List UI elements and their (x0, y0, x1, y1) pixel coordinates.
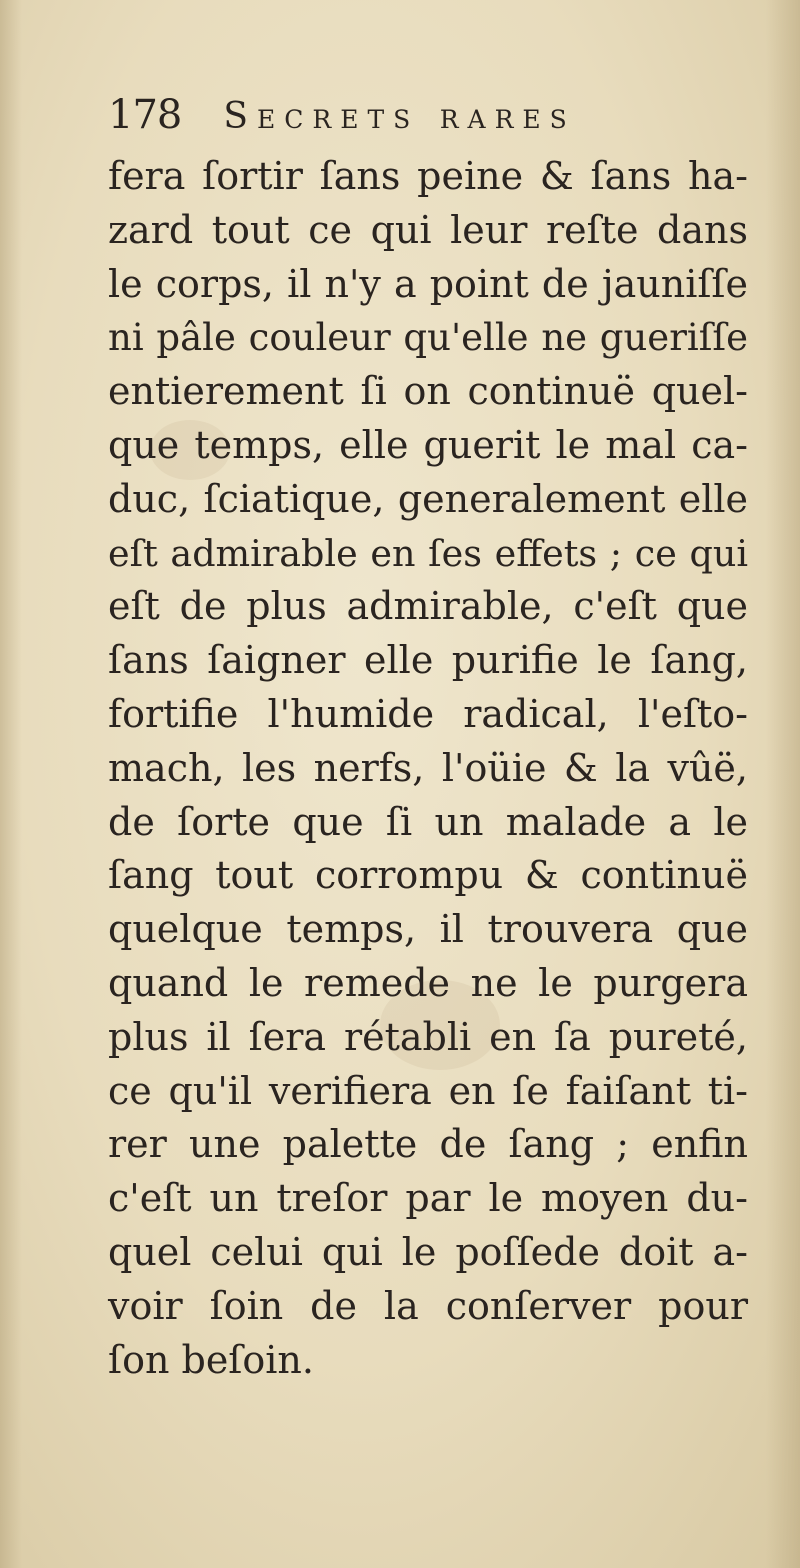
text-line: ſon beſoin. (108, 1337, 314, 1382)
text-line: eſt admirable en ſes effets ; ce qui (108, 531, 748, 575)
text-line: c'eſt un treſor par le moyen du- (108, 1176, 748, 1221)
text-line: de ſorte que ſi un malade a le (108, 799, 748, 844)
page-edge-shadow (766, 0, 800, 1568)
text-line: quel celui qui le poſſede doit a- (108, 1229, 748, 1274)
text-line: entierement ſi on continuë quel- (108, 369, 748, 414)
page-number: 178 (108, 92, 182, 138)
body-text (108, 150, 748, 1387)
running-title: Secrets rares (223, 96, 576, 137)
text-line: zard tout ce qui leur reſte dans (108, 207, 748, 252)
page-gutter-shadow (0, 0, 22, 1568)
text-line: que temps, elle guerit le mal ca- (108, 422, 748, 467)
text-line: le corps, il n'y a point de jauniſſe (108, 261, 748, 306)
text-line: ce qu'il verifiera en ſe faiſant ti- (108, 1068, 748, 1113)
text-line: eſt de plus admirable, c'eſt que (108, 584, 748, 629)
text-line: quelque temps, il trouvera que (108, 907, 748, 952)
text-line: ſang tout corrompu & continuë (108, 853, 748, 898)
text-line: quand le remede ne le purgera (108, 960, 748, 1005)
text-line: duc, ſciatique, generalement elle (108, 476, 748, 521)
text-line: mach, les nerfs, l'oüie & la vûë, (108, 745, 748, 790)
text-line: ni pâle couleur qu'elle ne gueriſſe (108, 316, 748, 360)
text-line: rer une palette de ſang ; enfin (108, 1122, 748, 1167)
running-head (108, 92, 576, 144)
text-line: fortifie l'humide radical, l'eſto- (108, 691, 748, 736)
text-line: fera ſortir ſans peine & ſans ha- (108, 154, 748, 198)
text-line: voir ſoin de la conſerver pour (108, 1283, 748, 1328)
text-line: plus il ſera rétabli en ſa pureté, (108, 1014, 748, 1059)
text-line: ſans ſaigner elle purifie le ſang, (108, 638, 748, 683)
